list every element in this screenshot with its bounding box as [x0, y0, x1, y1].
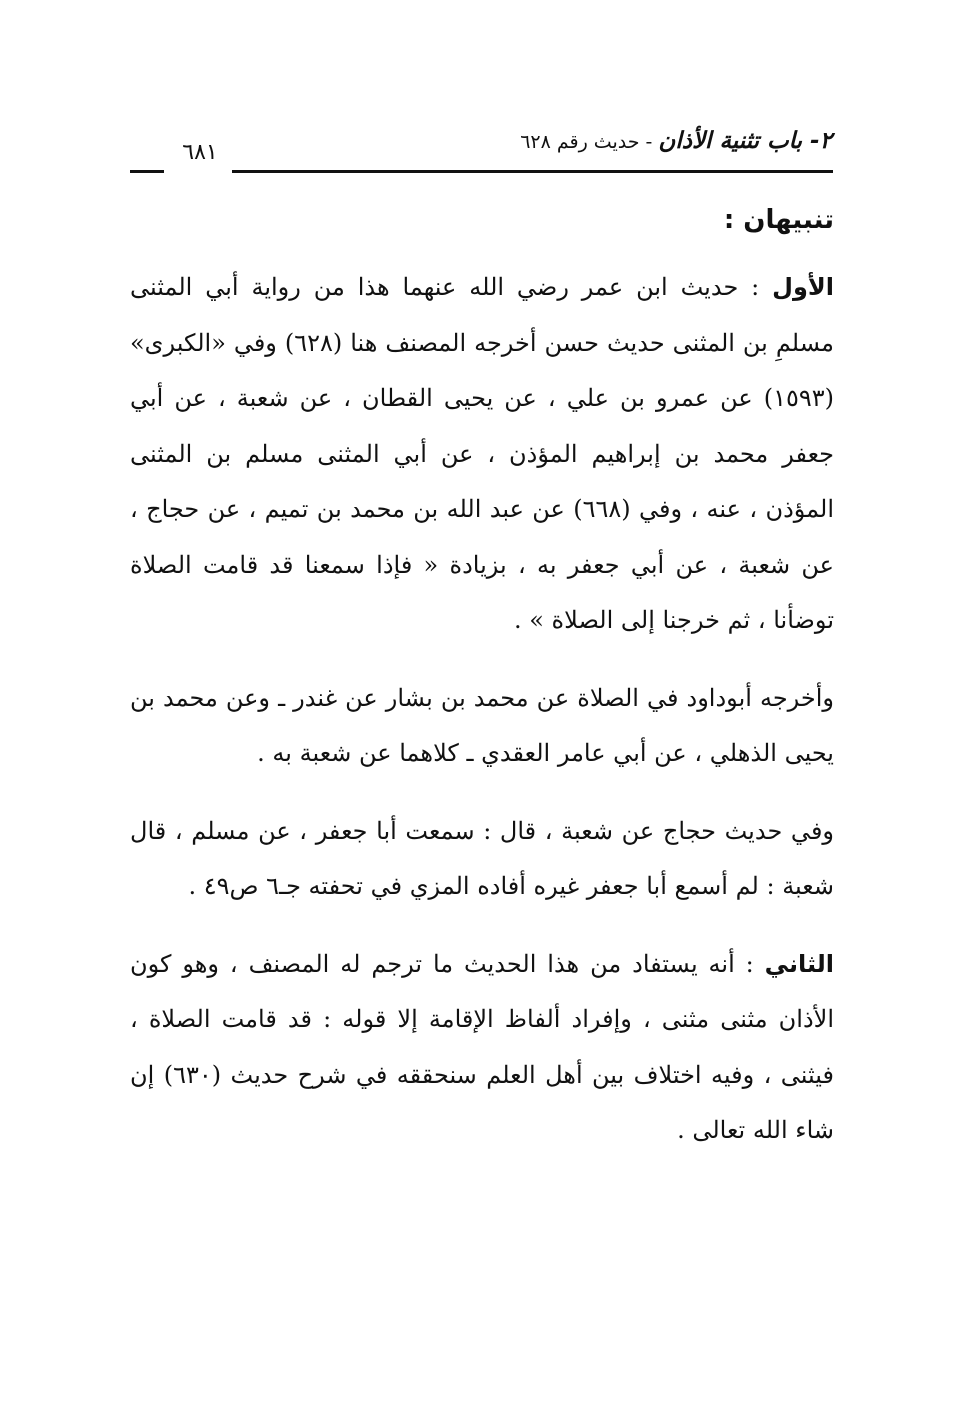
paragraph-lead: الأول — [772, 273, 834, 301]
chapter-title-text: ٢- باب تثنية الأذان — [658, 128, 832, 154]
paragraph-hajjaj — [130, 804, 834, 915]
section-title: تنبيهان : — [723, 205, 834, 235]
paragraph-text: وأخرجه أبوداود في الصلاة عن محمد بن بشار عن غندر ـ وعن محمد بن يحيى الذهلي ، عن أبي عامر العقدي ـ كلاهما عن شعبة به . — [130, 683, 834, 767]
paragraph-text: : أنه يستفاد من هذا الحديث ما ترجم له المصنف ، وهو كون الأذان مثنى مثنى ، وإفراد ألفاظ الإقامة إلا قوله : قد قامت الصلاة ، فيثنى ، وفيه اختلاف بين أهل العلم سنحققه في شرح حديث (٦٣٠) إن شاء الله تعالى . — [130, 949, 834, 1144]
running-header — [130, 128, 832, 172]
page-number: ٦٨١ — [182, 140, 218, 165]
paragraph-text: : حديث ابن عمر رضي الله عنهما هذا من رواية أبي المثنى مسلمِ بن المثنى حديث حسن أخرجه المصنف هنا (٦٢٨) وفي «الكبرى» (١٥٩٣) عن عمرو بن علي ، عن يحيى القطان ، عن شعبة ، عن أبي جعفر محمد بن إبراهيم المؤذن ، عن أبي المثنى مسلم بن المثنى المؤذن ، عنه ، وفي (٦٦٨) عن عبد الله بن محمد بن تميم ، عن حجاج ، عن شعبة ، عن أبي جعفر به ، بزيادة « فإذا سمعنا قد قامت الصلاة توضأنا ، ثم خرجنا إلى الصلاة » . — [130, 273, 835, 634]
paragraph-first-note — [130, 260, 834, 649]
chapter-title — [520, 128, 832, 154]
hadith-number: حديث رقم ٦٢٨ — [520, 131, 640, 153]
page-body — [130, 198, 834, 1181]
header-rule — [232, 170, 833, 173]
header-rule-left — [130, 170, 164, 173]
paragraph-lead: الثاني — [764, 949, 834, 978]
paragraph-text: وفي حديث حجاج عن شعبة ، قال : سمعت أبا جعفر ، عن مسلم ، قال شعبة : لم أسمع أبا جعفر غيره أفاده المزي في تحفته جـ٦ ص٤٩ . — [130, 816, 835, 900]
header-separator: - — [639, 131, 659, 153]
paragraph-abu-dawud — [130, 671, 834, 782]
paragraph-second-note — [130, 937, 834, 1159]
